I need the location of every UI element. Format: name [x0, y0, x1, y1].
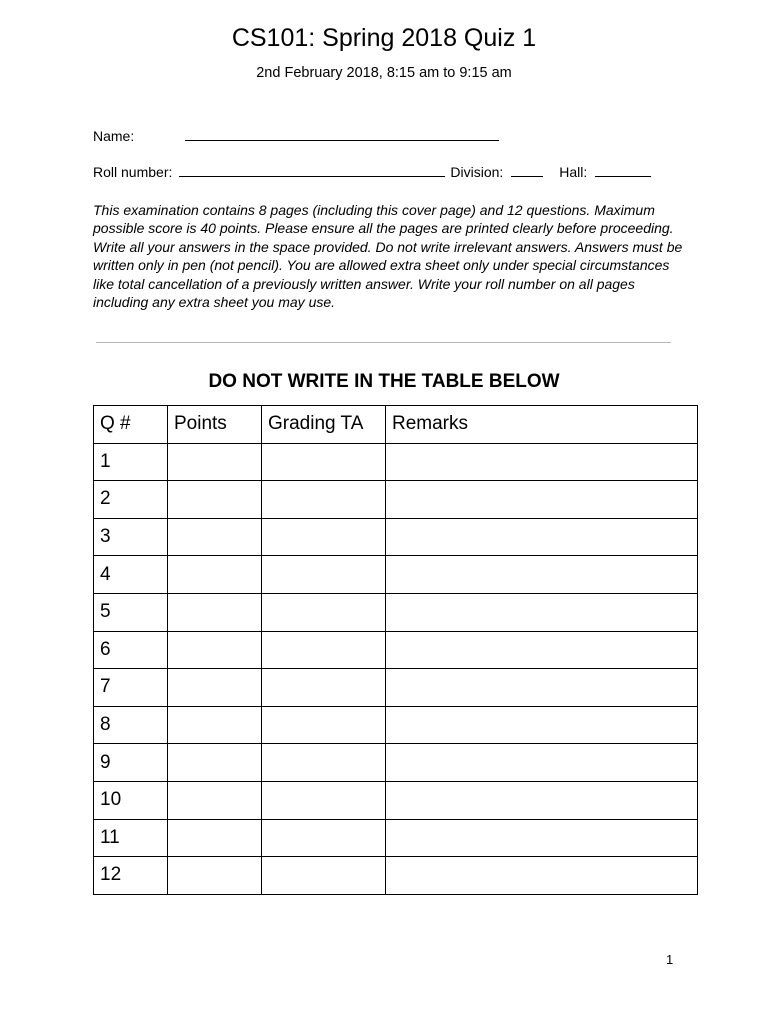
remarks-cell[interactable] [386, 556, 698, 594]
grading-ta-cell[interactable] [262, 631, 386, 669]
division-label: Division: [450, 164, 504, 180]
table-row [94, 857, 698, 895]
question-number-cell: 6 [94, 631, 168, 669]
table-row [94, 518, 698, 556]
instructions-paragraph-1: This examination contains 8 pages (including this cover page) and 12 questions. Maximum possible score is 40 points. Please ensure all the pages are printed clearly before proceeding. [93, 202, 674, 237]
grading-ta-cell[interactable] [262, 443, 386, 481]
column-header-points: Points [168, 406, 262, 444]
division-blank [511, 163, 543, 177]
question-number-cell: 9 [94, 744, 168, 782]
table-header-row [94, 406, 698, 444]
question-number-cell: 11 [94, 819, 168, 857]
points-cell[interactable] [168, 706, 262, 744]
points-cell[interactable] [168, 744, 262, 782]
column-header-remarks: Remarks [386, 406, 698, 444]
grading-ta-cell[interactable] [262, 857, 386, 895]
grading-ta-cell[interactable] [262, 744, 386, 782]
question-number-cell: 5 [94, 593, 168, 631]
column-header-question: Q # [94, 406, 168, 444]
remarks-cell[interactable] [386, 518, 698, 556]
grading-ta-cell[interactable] [262, 819, 386, 857]
remarks-cell[interactable] [386, 781, 698, 819]
table-row [94, 443, 698, 481]
name-field-row [93, 127, 499, 145]
roll-number-label: Roll number: [93, 164, 173, 180]
remarks-cell[interactable] [386, 857, 698, 895]
question-number-cell: 12 [94, 857, 168, 895]
exam-instructions [93, 201, 683, 311]
hall-label: Hall: [559, 164, 588, 180]
remarks-cell[interactable] [386, 481, 698, 519]
remarks-cell[interactable] [386, 669, 698, 707]
table-row [94, 819, 698, 857]
points-cell[interactable] [168, 819, 262, 857]
remarks-cell[interactable] [386, 819, 698, 857]
question-number-cell: 3 [94, 518, 168, 556]
page-number: 1 [666, 952, 674, 967]
roll-number-blank [179, 163, 445, 177]
grading-ta-cell[interactable] [262, 781, 386, 819]
points-cell[interactable] [168, 857, 262, 895]
points-cell[interactable] [168, 781, 262, 819]
grading-ta-cell[interactable] [262, 669, 386, 707]
table-row [94, 744, 698, 782]
remarks-cell[interactable] [386, 593, 698, 631]
table-row [94, 669, 698, 707]
remarks-cell[interactable] [386, 744, 698, 782]
instructions-paragraph-2: Write all your answers in the space provided. Do not write irrelevant answers. Answers must be written only in pen (not pencil). You are allowed extra sheet only under special circumstances like total cancellation of a previously written answer. Write your roll number on all pages including any extra sheet you may use. [93, 238, 683, 311]
remarks-cell[interactable] [386, 706, 698, 744]
document-title: CS101: Spring 2018 Quiz 1 [231, 24, 537, 52]
roll-field-row [93, 163, 651, 181]
points-cell[interactable] [168, 481, 262, 519]
table-heading: DO NOT WRITE IN THE TABLE BELOW [208, 371, 560, 392]
table-row [94, 556, 698, 594]
table-row [94, 631, 698, 669]
points-cell[interactable] [168, 631, 262, 669]
remarks-cell[interactable] [386, 443, 698, 481]
grading-ta-cell[interactable] [262, 706, 386, 744]
table-row [94, 706, 698, 744]
question-number-cell: 7 [94, 669, 168, 707]
remarks-cell[interactable] [386, 631, 698, 669]
question-number-cell: 10 [94, 781, 168, 819]
name-label: Name: [93, 128, 135, 144]
grading-ta-cell[interactable] [262, 481, 386, 519]
table-row [94, 781, 698, 819]
exam-date-time: 2nd February 2018, 8:15 am to 9:15 am [256, 65, 512, 81]
name-blank [185, 127, 499, 141]
grading-table [93, 405, 698, 895]
hall-blank [595, 163, 651, 177]
grading-ta-cell[interactable] [262, 556, 386, 594]
question-number-cell: 1 [94, 443, 168, 481]
points-cell[interactable] [168, 669, 262, 707]
table-row [94, 481, 698, 519]
points-cell[interactable] [168, 556, 262, 594]
points-cell[interactable] [168, 593, 262, 631]
column-header-grading-ta: Grading TA [262, 406, 386, 444]
points-cell[interactable] [168, 443, 262, 481]
points-cell[interactable] [168, 518, 262, 556]
question-number-cell: 8 [94, 706, 168, 744]
grading-ta-cell[interactable] [262, 593, 386, 631]
horizontal-divider [96, 342, 671, 343]
question-number-cell: 4 [94, 556, 168, 594]
grading-ta-cell[interactable] [262, 518, 386, 556]
question-number-cell: 2 [94, 481, 168, 519]
table-row [94, 593, 698, 631]
